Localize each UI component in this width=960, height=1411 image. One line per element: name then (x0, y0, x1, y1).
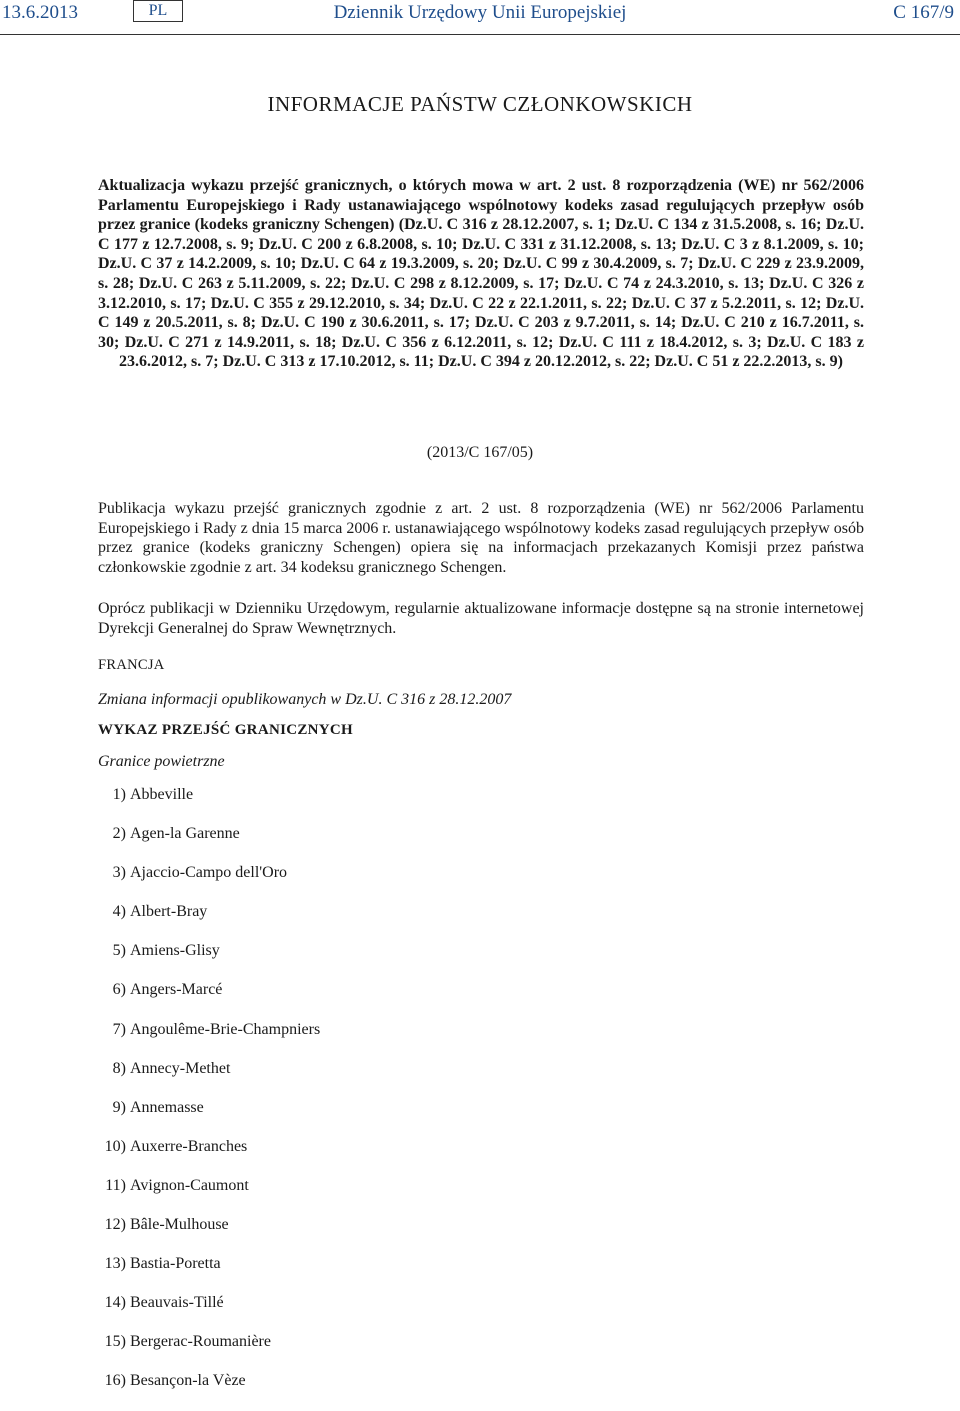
list-item-name: Bergerac-Roumanière (130, 1333, 271, 1351)
paragraph-website: Oprócz publikacji w Dzienniku Urzędowym, regularnie aktualizowane informacje dostępne są na stronie internetowej Dyrekcji Generalnej do Spraw Wewnętrznych. (98, 600, 864, 637)
amendment-note: Zmiana informacji opublikowanych w Dz.U. C 316 z 28.12.2007 (98, 691, 512, 708)
list-item-name: Besançon-la Vèze (130, 1372, 246, 1390)
list-heading: WYKAZ PRZEJŚĆ GRANICZNYCH (98, 722, 354, 738)
list-item (96, 1215, 696, 1254)
list-item (96, 1137, 696, 1176)
list-item-number: 9) (112, 1098, 126, 1116)
list-item (96, 863, 696, 902)
list-item-number: 1) (112, 786, 126, 803)
list-item (96, 824, 696, 863)
list-item (96, 1020, 696, 1059)
list-item-number: 13) (104, 1255, 126, 1273)
publication-date: 13.6.2013 (2, 2, 78, 23)
intro-title: Aktualizacja wykazu przejść granicznych, o których mowa w art. 2 ust. 8 rozporządzenia (WE) nr 562/2006 Parlamentu Europejskiego i Rady ustanawiającego wspólnotowy kodeks zasad regulujących przepływ osób przez granice (kodeks graniczny Schengen) (Dz.U. C 316 z 28.12.2007, s. 1; Dz.U. C 134 z 31.5.2008, s. 16; Dz.U. C 177 z 12.7.2008, s. 9; Dz.U. C 200 z 6.8.2008, s. 10; Dz.U. C 331 z 31.12.2008, s. 13; Dz.U. C 3 z 8.1.2009, s. 10; Dz.U. C 37 z 14.2.2009, s. 10; Dz.U. C 64 z 19.3.2009, s. 20; Dz.U. C 99 z 30.4.2009, s. 7; Dz.U. C 229 z 23.9.2009, s. 28; Dz.U. C 263 z 5.11.2009, s. 22; Dz.U. C 298 z 8.12.2009, s. 17; Dz.U. C 74 z 24.3.2010, s. 13; Dz.U. C 326 z 3.12.2010, s. 17; Dz.U. C 355 z 29.12.2010, s. 34; Dz.U. C 22 z 22.1.2011, s. 22; Dz.U. C 37 z 5.2.2011, s. 12; Dz.U. C 149 z 20.5.2011, s. 8; Dz.U. C 190 z 30.6.2011, s. 17; Dz.U. C 203 z 9.7.2011, s. 14; Dz.U. C 210 z 16.7.2011, s. 30; Dz.U. C 271 z 14.9.2011, s. 18; Dz.U. C 356 z 6.12.2011, s. 12; Dz.U. C 111 z 18.4.2012, s. 3; Dz.U. C 183 z 23.6.2012, s. 7; Dz.U. C 313 z 17.10.2012, s. 11; Dz.U. C 394 z 20.12.2012, s. 22; Dz.U. C 51 z 22.2.2013, s. 9) (98, 177, 864, 371)
crossings-list (96, 785, 696, 1411)
list-item-number: 11) (105, 1176, 126, 1194)
list-item-name: Agen-la Garenne (130, 825, 240, 843)
list-item (96, 1254, 696, 1293)
section-title: INFORMACJE PAŃSTW CZŁONKOWSKICH (267, 92, 693, 116)
list-item (96, 1059, 696, 1098)
page-number: C 167/9 (893, 2, 954, 23)
list-item-name: Ajaccio-Campo dell'Oro (130, 864, 288, 882)
list-item-number: 8) (112, 1059, 126, 1077)
list-item-name: Annecy-Methet (130, 1059, 231, 1077)
list-item-name: Beauvais-Tillé (130, 1294, 224, 1312)
page-header (0, 0, 960, 35)
list-item-name: Annemasse (130, 1098, 204, 1116)
list-item-number: 10) (104, 1137, 126, 1155)
list-item-number: 12) (104, 1216, 126, 1234)
list-item (96, 1098, 696, 1137)
list-item-name: Bâle-Mulhouse (130, 1216, 229, 1234)
list-item (96, 980, 696, 1019)
paragraph-publication: Publikacja wykazu przejść granicznych zgodnie z art. 2 ust. 8 rozporządzenia (WE) nr 562/2006 Parlamentu Europejskiego i Rady z dnia 15 marca 2006 r. ustanawiającego wspólnotowy kodeks zasad regulujących przepływ osób przez granice (kodeks graniczny Schengen) opiera się na informacjach przekazanych Komisji przez państwa członkowskie zgodnie z art. 34 kodeksu granicznego Schengen. (98, 500, 865, 576)
list-item-name: Avignon-Caumont (130, 1176, 249, 1194)
list-item (96, 941, 696, 980)
list-item-number: 3) (112, 864, 126, 882)
list-item-number: 15) (104, 1333, 126, 1351)
list-item-name: Abbeville (130, 786, 194, 803)
list-item-name: Albert-Bray (130, 903, 208, 921)
list-item-name: Angers-Marcé (130, 981, 223, 999)
list-item-number: 7) (112, 1020, 126, 1038)
list-item-name: Amiens-Glisy (130, 942, 220, 960)
list-item (96, 785, 696, 824)
list-item-name: Bastia-Poretta (130, 1255, 221, 1273)
list-item (96, 1176, 696, 1215)
list-item (96, 902, 696, 941)
list-item-number: 14) (104, 1294, 126, 1312)
list-item-name: Auxerre-Branches (130, 1137, 248, 1155)
list-item-number: 4) (112, 903, 126, 921)
journal-title: Dziennik Urzędowy Unii Europejskiej (333, 2, 627, 23)
language-badge: PL (133, 0, 183, 22)
list-item (96, 1293, 696, 1332)
list-item-number: 6) (112, 981, 126, 999)
list-subheading: Granice powietrzne (98, 753, 225, 770)
list-item-name: Angoulême-Brie-Champniers (130, 1020, 321, 1038)
list-item-number: 2) (112, 825, 126, 843)
list-item-number: 5) (112, 942, 126, 960)
list-item-number: 16) (104, 1372, 126, 1390)
document-reference: (2013/C 167/05) (426, 444, 534, 461)
list-item (96, 1371, 696, 1410)
list-item (96, 1332, 696, 1371)
country-heading: FRANCJA (98, 657, 165, 673)
